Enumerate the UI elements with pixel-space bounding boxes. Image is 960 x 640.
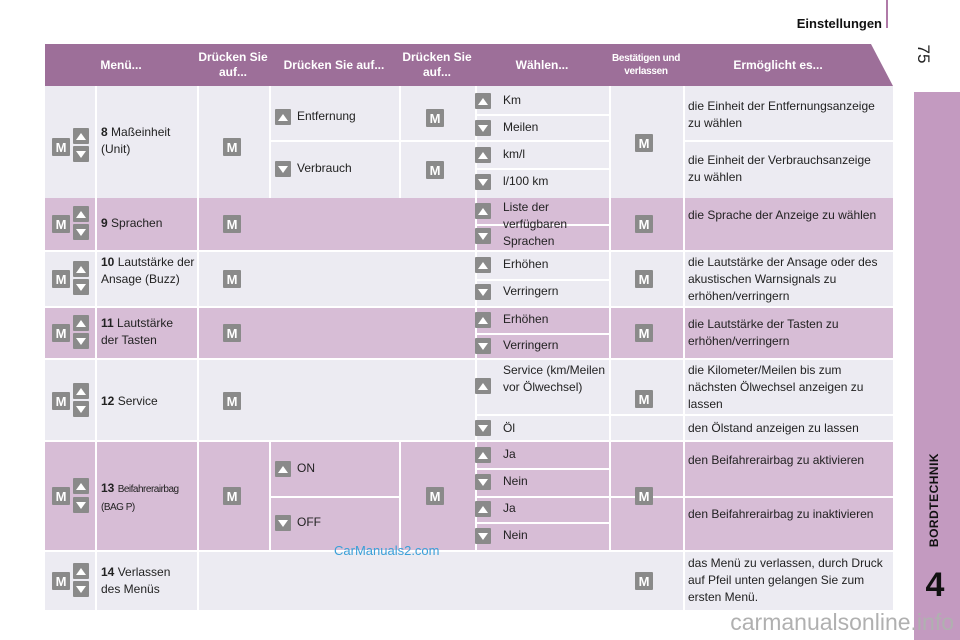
arrow-down-icon: [275, 515, 291, 531]
select-nein: Nein: [503, 474, 528, 488]
header-allows: Ermöglicht es...: [733, 57, 823, 72]
arrow-down-icon: [73, 581, 89, 597]
table-header: [45, 44, 893, 86]
m-button-icon: M: [223, 270, 241, 288]
arrow-up-icon: [475, 378, 491, 394]
arrow-up-icon: [73, 128, 89, 144]
arrow-up-icon: [475, 257, 491, 273]
m-button-icon: M: [426, 161, 444, 179]
m-button-icon: M: [52, 487, 70, 505]
desc-oel: den Ölstand anzeigen zu lassen: [688, 421, 859, 435]
desc-service: die Kilometer/Meilen bis zum nächsten Ölwechsel anzeigen zu lassen: [688, 363, 864, 411]
arrow-up-icon: [275, 109, 291, 125]
arrow-down-icon: [475, 228, 491, 244]
header-menu: Menü...: [100, 57, 142, 72]
option-entfernung: Entfernung: [297, 109, 356, 123]
table-row: [45, 198, 893, 250]
arrow-up-icon: [73, 563, 89, 579]
arrow-up-icon: [73, 261, 89, 277]
m-button-icon: M: [52, 138, 70, 156]
select-oel: Öl: [503, 421, 515, 435]
select-service: Service (km/Meilen vor Ölwechsel): [503, 363, 606, 394]
select-kml: km/l: [503, 147, 525, 161]
select-verringern: Verringern: [503, 338, 559, 352]
arrow-down-icon: [475, 420, 491, 436]
m-button-icon: M: [52, 324, 70, 342]
m-button-icon: M: [635, 270, 653, 288]
table-row: [45, 360, 893, 440]
arrow-up-icon: [73, 383, 89, 399]
option-on: ON: [297, 461, 315, 475]
m-button-icon: M: [426, 109, 444, 127]
arrow-down-icon: [475, 174, 491, 190]
desc-entfernung: die Einheit der Entfernungsanzeige zu wählen: [688, 99, 875, 130]
select-erhoehen: Erhöhen: [503, 257, 549, 271]
menu-item-11: 11 Lautstärke der Tasten: [101, 316, 174, 347]
header-select: Wählen...: [515, 57, 569, 72]
arrow-up-icon: [73, 315, 89, 331]
chapter-side-label: BORDTECHNIK: [927, 452, 941, 548]
m-button-icon: M: [223, 324, 241, 342]
desc-airbag-aus: den Beifahrerairbag zu inaktivieren: [688, 507, 874, 521]
select-ja: Ja: [503, 501, 516, 515]
section-header: Einstellungen: [796, 16, 882, 31]
desc-sprachen: die Sprache der Anzeige zu wählen: [688, 208, 877, 222]
m-button-icon: M: [223, 215, 241, 233]
table-row: [45, 252, 893, 306]
arrow-down-icon: [73, 333, 89, 349]
arrow-up-icon: [73, 478, 89, 494]
settings-table: [45, 44, 893, 610]
menu-item-9: 9 Sprachen: [101, 216, 163, 230]
m-button-icon: M: [52, 572, 70, 590]
arrow-down-icon: [73, 224, 89, 240]
arrow-down-icon: [475, 284, 491, 300]
option-off: OFF: [297, 515, 321, 529]
option-verbrauch: Verbrauch: [297, 161, 352, 175]
arrow-down-icon: [73, 497, 89, 513]
select-ja: Ja: [503, 447, 516, 461]
m-button-icon: M: [52, 270, 70, 288]
arrow-down-icon: [275, 161, 291, 177]
m-button-icon: M: [635, 215, 653, 233]
table-row: [45, 308, 893, 358]
arrow-up-icon: [475, 447, 491, 463]
select-km: Km: [503, 93, 521, 107]
m-button-icon: M: [635, 487, 653, 505]
m-button-icon: M: [635, 134, 653, 152]
m-button-icon: M: [635, 572, 653, 590]
menu-item-12: 12 Service: [101, 394, 158, 408]
menu-item-8: 8 Maßeinheit (Unit): [101, 125, 171, 156]
m-button-icon: M: [223, 392, 241, 410]
page-number: 75: [914, 44, 933, 64]
select-erhoehen: Erhöhen: [503, 312, 549, 326]
select-sprachen: Liste der verfügbaren Sprachen: [503, 200, 568, 248]
table-row: [45, 552, 893, 610]
header-press-3: Drücken Sie auf...: [402, 50, 472, 79]
arrow-down-icon: [475, 528, 491, 544]
desc-lautstaerke-tasten: die Lautstärke der Tasten zu erhöhen/verringern: [688, 317, 839, 348]
arrow-up-icon: [73, 206, 89, 222]
arrow-up-icon: [475, 93, 491, 109]
arrow-up-icon: [275, 461, 291, 477]
menu-item-13: 13 Beifahrerairbag (BAG P): [101, 481, 179, 513]
arrow-up-icon: [475, 312, 491, 328]
m-button-icon: M: [52, 392, 70, 410]
desc-verlassen: das Menü zu verlassen, durch Druck auf Pfeil unten gelangen Sie zum ersten Menü.: [688, 556, 883, 604]
arrow-down-icon: [475, 338, 491, 354]
m-button-icon: M: [426, 487, 444, 505]
header-press-1: Drücken Sie auf...: [198, 50, 268, 79]
desc-airbag-an: den Beifahrerairbag zu aktivieren: [688, 453, 865, 467]
m-button-icon: M: [223, 138, 241, 156]
header-confirm: Bestätigen und verlassen: [611, 53, 681, 77]
m-button-icon: M: [635, 390, 653, 408]
select-meilen: Meilen: [503, 120, 539, 134]
table-row: [45, 442, 893, 550]
arrow-down-icon: [73, 401, 89, 417]
select-verringern: Verringern: [503, 284, 559, 298]
chapter-number: 4: [925, 566, 945, 604]
arrow-down-icon: [475, 474, 491, 490]
menu-item-10: 10 Lautstärke der Ansage (Buzz): [101, 255, 195, 286]
m-button-icon: M: [223, 487, 241, 505]
arrow-up-icon: [475, 501, 491, 517]
menu-item-14: 14 Verlassen des Menüs: [101, 565, 171, 596]
desc-lautstaerke-ansage: die Lautstärke der Ansage oder des akustischen Warnsignals zu erhöhen/verringern: [688, 255, 878, 303]
watermark-carmanualsonline: carmanualsonline.info: [730, 609, 954, 635]
header-press-2: Drücken Sie auf...: [283, 57, 385, 72]
arrow-down-icon: [73, 279, 89, 295]
watermark-carmanuals: CarManuals2.com: [334, 543, 440, 558]
desc-verbrauch: die Einheit der Verbrauchsanzeige zu wählen: [688, 153, 871, 184]
header-rule: [886, 0, 888, 28]
m-button-icon: M: [52, 215, 70, 233]
arrow-up-icon: [475, 203, 491, 219]
select-nein: Nein: [503, 528, 528, 542]
select-l100km: l/100 km: [503, 174, 549, 188]
m-button-icon: M: [635, 324, 653, 342]
arrow-down-icon: [475, 120, 491, 136]
arrow-down-icon: [73, 146, 89, 162]
arrow-up-icon: [475, 147, 491, 163]
